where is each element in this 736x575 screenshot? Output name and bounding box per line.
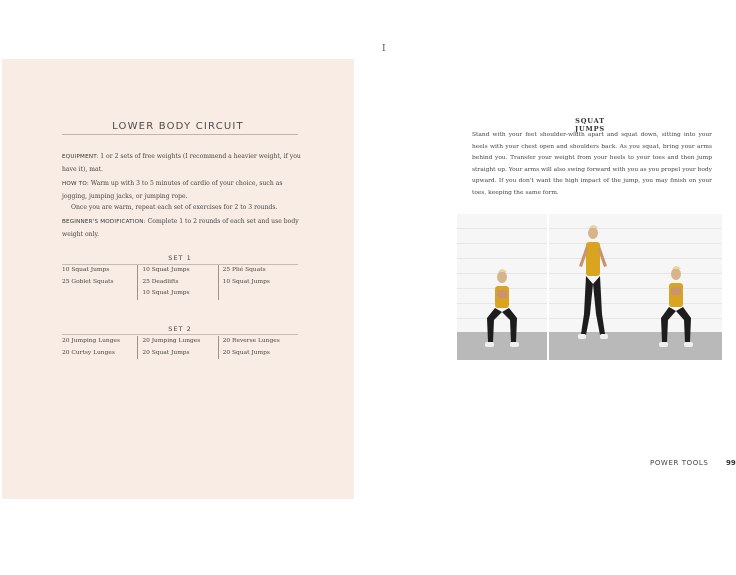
set2-rule (62, 334, 298, 335)
photo-land-squat (632, 214, 722, 360)
set1-columns (62, 265, 298, 300)
set2-col3 (218, 336, 298, 359)
set2-heading: SET 2 (168, 325, 192, 333)
exercise-item: 20 Squat Jumps (222, 349, 270, 356)
section-footer-label: POWER TOOLS (650, 459, 709, 467)
title-rule (62, 134, 298, 135)
exercise-item: 25 Deadlifts (142, 278, 179, 285)
exercise-description: Stand with your feet shoulder-width apart and squat down, sitting into your heels with your chest open and shoulders back. As you squat, bring your arms behind you. Transfer your weight from your heels to your toes and then jump straight up. Your arms will also swing forward with you as you propel your body upward. If you don't want the high impact of the jump, you may finish on your toes, keeping the same form. (472, 132, 712, 196)
land-figure-icon (632, 214, 722, 360)
exercise-title: SQUAT JUMPS (575, 117, 605, 133)
exercise-item: 10 Squat Jumps (222, 278, 270, 285)
set2-col1 (62, 336, 137, 359)
photo-jump-up (549, 214, 639, 360)
exercise-item: 10 Squat Jumps (142, 290, 190, 296)
jump-figure-icon (549, 214, 639, 360)
set1-col2 (137, 265, 217, 300)
howto-paragraph (62, 178, 302, 214)
howto-text-2: Once you are warm, repeat each set of exercises for 2 to 3 rounds. (71, 204, 278, 211)
set1-col1 (62, 265, 137, 300)
set1-heading: SET 1 (168, 254, 192, 262)
exercise-item: 20 Jumping Lunges (142, 338, 201, 344)
page-marker: I (382, 44, 386, 54)
circuit-title: LOWER BODY CIRCUIT (112, 121, 244, 132)
exercise-item: 20 Squat Jumps (142, 349, 190, 356)
photo-squat-down (457, 214, 547, 360)
modification-label: BEGINNER'S MODIFICATION: (62, 219, 146, 225)
equipment-label: EQUIPMENT: (62, 154, 99, 160)
page-number: 99 (726, 459, 736, 467)
equipment-paragraph (62, 151, 302, 175)
set2-col2 (137, 336, 217, 359)
exercise-item: 10 Squat Jumps (62, 267, 110, 273)
exercise-item: 10 Squat Jumps (142, 267, 190, 273)
set2-columns (62, 336, 298, 359)
exercise-item: 20 Jumping Lunges (62, 338, 120, 344)
modification-text: Complete 1 to 2 rounds of each set and use body weight only. (62, 218, 299, 238)
modification-paragraph (62, 216, 302, 240)
exercise-item: 25 Goblet Squats (62, 278, 114, 285)
squat-figure-icon (457, 214, 547, 360)
equipment-text: 1 or 2 sets of free weights (I recommend a heavier weight, if you have it), mat. (62, 153, 301, 173)
left-page-panel (2, 59, 354, 499)
exercise-item: 20 Reverse Lunges (222, 338, 280, 344)
set1-col3 (218, 265, 298, 300)
exercise-item: 25 Plié Squats (222, 267, 266, 273)
howto-text: Warm up with 3 to 5 minutes of cardio of your choice, such as jogging, jumping jacks, or jumping rope. (62, 180, 283, 200)
exercise-item: 20 Curtsy Lunges (62, 349, 115, 356)
howto-label: HOW TO: (62, 181, 89, 187)
